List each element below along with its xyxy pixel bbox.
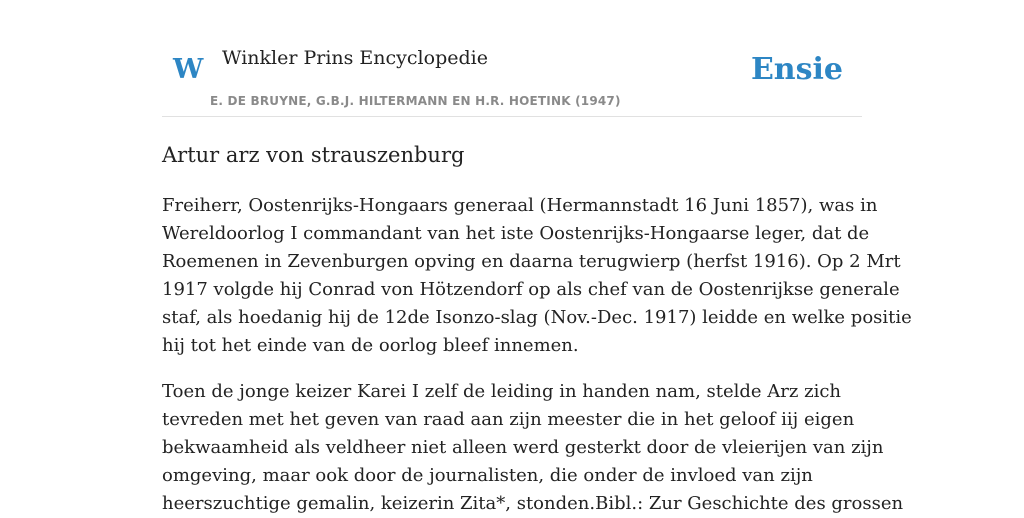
paragraph-line: Toen de jonge keizer Karei I zelf de leiding in handen nam, stelde Arz zich [162, 381, 842, 402]
publication-title[interactable]: Winkler Prins Encyclopedie [222, 47, 488, 69]
paragraph-line: omgeving, maar ook door de journalisten, die onder de invloed van zijn [162, 465, 813, 486]
paragraph-line: staf, als hoedanig hij de 12de Isonzo-slag (Nov.-Dec. 1917) leidde en welke positie [162, 307, 912, 328]
ensie-logo[interactable]: Ensie [750, 52, 843, 87]
paragraph-line: 1917 volgde hij Conrad von Hötzendorf op als chef van de Oostenrijkse generale [162, 279, 900, 300]
site-header [162, 0, 862, 117]
article [162, 138, 912, 518]
publication-logo-icon[interactable]: W [173, 54, 204, 85]
paragraph-line: tevreden met het geven van raad aan zijn meester die in het geloof iij eigen [162, 409, 855, 430]
paragraph-line: heerszuchtige gemalin, keizerin Zita*, stonden.Bibl.: Zur Geschichte des grossen [162, 493, 904, 514]
article-paragraph [162, 378, 904, 518]
paragraph-line: Roemenen in Zevenburgen opving en daarna terugwierp (herfst 1916). Op 2 Mrt [162, 251, 901, 272]
publication-authors: E. DE BRUYNE, G.B.J. HILTERMANN EN H.R. HOETINK (1947) [210, 94, 621, 108]
paragraph-line: hij tot het einde van de oorlog bleef innemen. [162, 335, 579, 356]
paragraph-line: Wereldoorlog I commandant van het iste Oostenrijks-Hongaarse leger, dat de [162, 223, 870, 244]
paragraph-line: bekwaamheid als veldheer niet alleen werd gesterkt door de vleierijen van zijn [162, 437, 884, 458]
article-title: Artur arz von strauszenburg [162, 143, 465, 167]
article-paragraph [162, 192, 912, 360]
paragraph-line: Freiherr, Oostenrijks-Hongaars generaal (Hermannstadt 16 Juni 1857), was in [162, 195, 878, 216]
